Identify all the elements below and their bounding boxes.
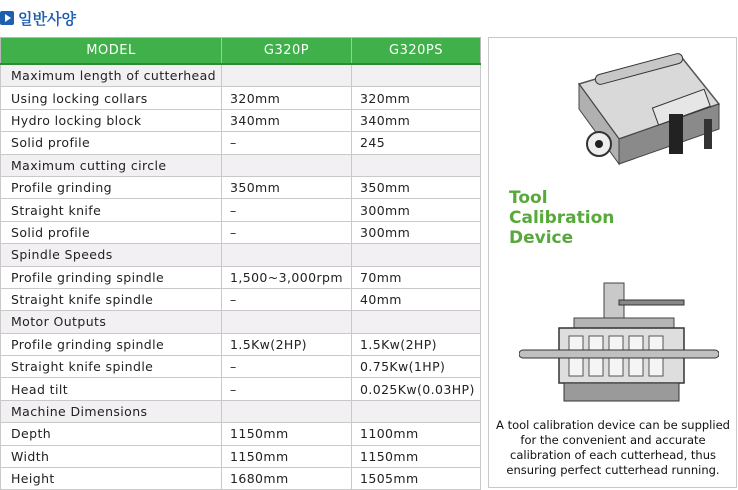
tool-calibration-panel bbox=[488, 37, 737, 488]
row-value-g320p: – bbox=[222, 199, 352, 221]
device-heading-line3: Device bbox=[509, 228, 574, 248]
row-value-g320ps: 1.5Kw(2HP) bbox=[352, 333, 481, 355]
row-label: Straight knife spindle bbox=[1, 288, 222, 310]
row-label: Maximum length of cutterhead bbox=[1, 64, 222, 87]
row-value-g320p: – bbox=[222, 378, 352, 400]
table-row bbox=[1, 132, 481, 154]
row-value-g320p: – bbox=[222, 221, 352, 243]
row-value-g320ps bbox=[352, 244, 481, 266]
row-value-g320p bbox=[222, 400, 352, 422]
device-heading-line1: Tool bbox=[509, 188, 548, 208]
row-value-g320p: 1150mm bbox=[222, 423, 352, 445]
table-group-row bbox=[1, 244, 481, 266]
row-label: Profile grinding bbox=[1, 176, 222, 198]
row-value-g320p: 1680mm bbox=[222, 468, 352, 490]
row-value-g320ps: 350mm bbox=[352, 176, 481, 198]
spec-table bbox=[0, 37, 481, 490]
row-label: Solid profile bbox=[1, 132, 222, 154]
table-row bbox=[1, 199, 481, 221]
row-value-g320p: 340mm bbox=[222, 109, 352, 131]
table-row bbox=[1, 423, 481, 445]
play-bullet-icon bbox=[0, 11, 14, 25]
device-description: A tool calibration device can be supplied for the convenient and accurate calibration of each cutterhead, thus ensuring perfect cutterhead running. bbox=[496, 418, 730, 477]
row-value-g320p bbox=[222, 244, 352, 266]
row-label: Profile grinding spindle bbox=[1, 266, 222, 288]
header-g320p: G320P bbox=[222, 38, 352, 65]
row-value-g320ps: 320mm bbox=[352, 87, 481, 109]
table-row bbox=[1, 109, 481, 131]
spec-table-body bbox=[1, 64, 481, 490]
row-value-g320p: 1.5Kw(2HP) bbox=[222, 333, 352, 355]
row-label: Spindle Speeds bbox=[1, 244, 222, 266]
table-row bbox=[1, 87, 481, 109]
row-value-g320p bbox=[222, 64, 352, 87]
table-header-row bbox=[1, 38, 481, 65]
row-value-g320p: – bbox=[222, 356, 352, 378]
row-label: Straight knife bbox=[1, 199, 222, 221]
row-label: Depth bbox=[1, 423, 222, 445]
row-value-g320p: – bbox=[222, 132, 352, 154]
row-label: Head tilt bbox=[1, 378, 222, 400]
row-value-g320ps: 1100mm bbox=[352, 423, 481, 445]
row-label: Using locking collars bbox=[1, 87, 222, 109]
table-row bbox=[1, 288, 481, 310]
table-row bbox=[1, 176, 481, 198]
table-row bbox=[1, 445, 481, 467]
row-value-g320ps: 70mm bbox=[352, 266, 481, 288]
row-value-g320ps bbox=[352, 400, 481, 422]
row-label: Machine Dimensions bbox=[1, 400, 222, 422]
row-label: Hydro locking block bbox=[1, 109, 222, 131]
header-model: MODEL bbox=[1, 38, 222, 65]
row-value-g320ps bbox=[352, 154, 481, 176]
table-row bbox=[1, 356, 481, 378]
row-value-g320ps: 40mm bbox=[352, 288, 481, 310]
row-label: Width bbox=[1, 445, 222, 467]
row-value-g320ps: 0.75Kw(1HP) bbox=[352, 356, 481, 378]
section-title: 일반사양 bbox=[18, 9, 76, 28]
machine-photo-bottom bbox=[519, 278, 719, 408]
table-group-row bbox=[1, 400, 481, 422]
row-value-g320p: 1,500~3,000rpm bbox=[222, 266, 352, 288]
table-group-row bbox=[1, 311, 481, 333]
table-group-row bbox=[1, 64, 481, 87]
row-value-g320ps: 0.025Kw(0.03HP) bbox=[352, 378, 481, 400]
row-label: Profile grinding spindle bbox=[1, 333, 222, 355]
machine-photo-top bbox=[559, 44, 729, 179]
section-header bbox=[0, 8, 76, 28]
row-label: Solid profile bbox=[1, 221, 222, 243]
table-row bbox=[1, 221, 481, 243]
row-value-g320ps bbox=[352, 64, 481, 87]
table-group-row bbox=[1, 154, 481, 176]
row-value-g320p: 1150mm bbox=[222, 445, 352, 467]
row-value-g320p: 350mm bbox=[222, 176, 352, 198]
row-value-g320p: 320mm bbox=[222, 87, 352, 109]
row-value-g320ps: 340mm bbox=[352, 109, 481, 131]
table-row bbox=[1, 468, 481, 490]
row-value-g320ps: 1150mm bbox=[352, 445, 481, 467]
table-row bbox=[1, 333, 481, 355]
row-label: Straight knife spindle bbox=[1, 356, 222, 378]
row-value-g320ps: 300mm bbox=[352, 221, 481, 243]
row-value-g320ps bbox=[352, 311, 481, 333]
row-value-g320ps: 300mm bbox=[352, 199, 481, 221]
row-value-g320p bbox=[222, 311, 352, 333]
device-heading bbox=[509, 188, 729, 248]
row-value-g320ps: 245 bbox=[352, 132, 481, 154]
table-row bbox=[1, 266, 481, 288]
row-label: Motor Outputs bbox=[1, 311, 222, 333]
header-g320ps: G320PS bbox=[352, 38, 481, 65]
row-value-g320ps: 1505mm bbox=[352, 468, 481, 490]
device-heading-line2: Calibration bbox=[509, 208, 615, 228]
row-label: Maximum cutting circle bbox=[1, 154, 222, 176]
row-value-g320p bbox=[222, 154, 352, 176]
row-label: Height bbox=[1, 468, 222, 490]
row-value-g320p: – bbox=[222, 288, 352, 310]
table-row bbox=[1, 378, 481, 400]
